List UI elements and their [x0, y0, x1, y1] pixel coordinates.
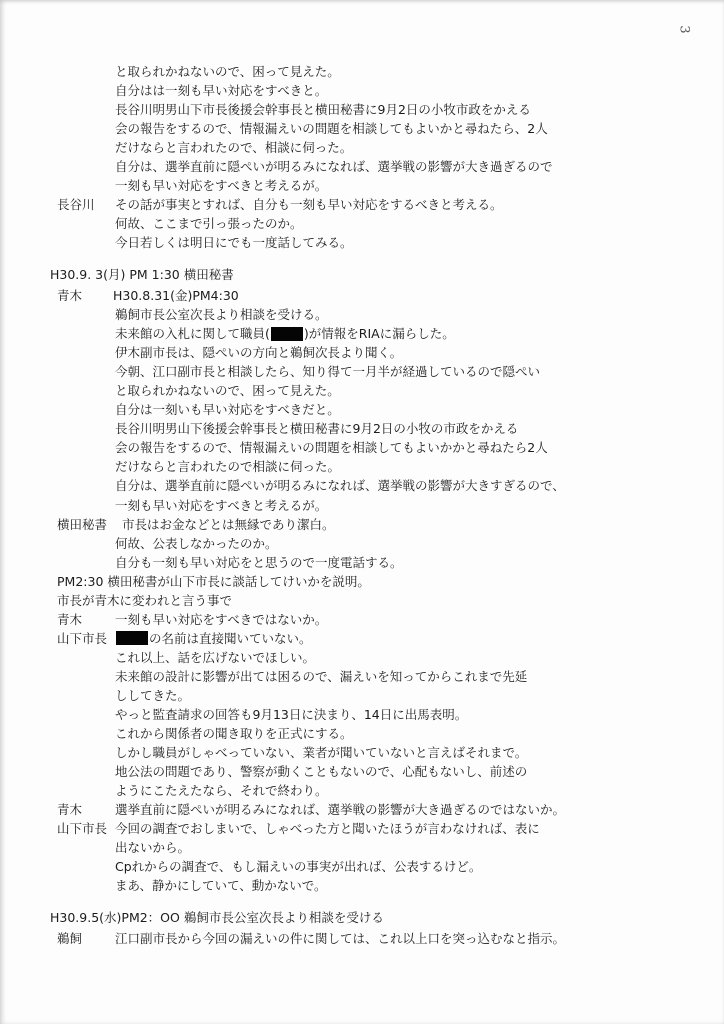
document-line — [0, 876, 724, 895]
document-line — [0, 381, 724, 400]
speaker-label: 青木 — [57, 288, 83, 304]
line-text: 何故、公表しなかったのか。 — [115, 535, 278, 551]
line-text: 自分は、選挙直前に隠ぺいが明るみになれば、選挙戦の影響が大き過ぎるので — [115, 159, 553, 175]
line-text: 地公法の問題であり、警察が動くこともないので、心配もないし、前述の — [115, 764, 528, 780]
line-text: 自分はは一刻も早い対応をすべきと。 — [115, 83, 328, 99]
line-text: 自分は一刻いも早い対応をすべきだと。 — [115, 402, 340, 418]
document-line — [0, 819, 724, 838]
line-text: やっと監査請求の回答も9月13日に決まり、14日に出馬表明。 — [115, 707, 468, 723]
line-text: 選挙直前に隠ぺいが明るみになれば、選挙戦の影響が大き過ぎるのではないか。 — [115, 802, 566, 818]
document-line — [0, 629, 724, 648]
line-text: 一刻も早い対応をすべきと考えるが。 — [115, 178, 328, 194]
speaker-label: 山下市長 — [57, 630, 108, 646]
document-line — [0, 648, 724, 667]
document-line — [0, 62, 724, 81]
line-text: ようにこたえたなら、それで終わり。 — [115, 783, 328, 799]
document-line — [0, 176, 724, 195]
document-line — [0, 362, 724, 381]
line-text: 今日若しくは明日にでも一度話してみる。 — [115, 235, 353, 251]
line-text: その話が事実とすれば、自分も一刻も早い対応をするべきと考える。 — [115, 197, 503, 213]
line-text: と取られかねないので、困って見えた。 — [115, 64, 340, 79]
document-line — [0, 138, 724, 157]
document-line — [0, 195, 724, 214]
entry-header: H30.9.5(水)PM2：OO 鵜飼市長公室次長より相談を受ける — [50, 910, 384, 926]
document-line — [0, 762, 724, 781]
document-line — [0, 438, 724, 457]
line-text: 一刻も早い対応をすべきと考えるが。 — [115, 497, 328, 513]
line-text: と取られかねないので、困って見えた。 — [115, 383, 340, 399]
document-line — [0, 457, 724, 476]
document-line — [0, 100, 724, 119]
line-text: 江口副市長から今回の漏えいの件に関しては、これ以上口を突っ込むなと指示。 — [115, 931, 566, 947]
document-line — [0, 81, 724, 100]
speaker-label: 青木 — [57, 611, 83, 627]
document-line — [0, 857, 724, 876]
line-text: ししてきた。 — [115, 688, 191, 703]
line-text: 何故、ここまで引っ張ったのか。 — [115, 216, 303, 232]
document-line — [0, 476, 724, 495]
document-body — [0, 62, 724, 948]
line-text: これから関係者の聞き取りを正式にする。 — [115, 726, 353, 742]
document-line — [0, 233, 724, 252]
line-text: 長谷川明男山下市長後援会幹事長と横田秘書に9月2日の小牧市政をかえる — [115, 102, 531, 118]
line-text: まあ、静かにしていて、動かないで。 — [115, 878, 327, 894]
document-line — [0, 591, 724, 610]
document-line — [0, 781, 724, 800]
document-line — [0, 419, 724, 438]
entry-header: H30.9. 3(月) PM 1:30 横田秘書 — [50, 266, 234, 282]
line-text: これ以上、話を広げないでほしい。 — [115, 649, 316, 665]
entry-header-row — [0, 908, 724, 927]
redaction-box — [271, 327, 303, 341]
line-text: PM2:30 横田秘書が山下市長に談話してけいかを説明。 — [57, 573, 370, 589]
speaker-label: 青木 — [57, 802, 83, 818]
document-line — [0, 705, 724, 724]
line-text: だけならと言われたので相談に伺った。 — [115, 459, 341, 475]
line-text: 会の報告をするので、情報漏えいの問題を相談してもよいかと尋ねたら、2人 — [115, 121, 548, 137]
document-line — [0, 157, 724, 176]
line-text-redacted — [115, 629, 312, 648]
line-text-before: 未来館の入札に関して職員( — [115, 326, 270, 342]
document-line — [0, 534, 724, 553]
line-text: だけならと言われたので、相談に伺った。 — [115, 140, 353, 156]
entry-header-row — [0, 265, 724, 284]
line-text: 市長が青木に変われと言う事で — [57, 592, 233, 608]
line-text: 鵜飼市長公室次長より相談を受ける。 — [115, 307, 328, 323]
line-text: 会の報告をするので、情報漏えいの問題を相談してもよいかかと尋ねたら2人 — [115, 440, 548, 456]
document-line — [0, 929, 724, 948]
document-line — [0, 119, 724, 138]
document-line — [0, 400, 724, 419]
document-line — [0, 743, 724, 762]
document-line — [0, 496, 724, 515]
line-text: Cpれからの調査で、もし漏えいの事実が出れば、公表するけど。 — [115, 859, 482, 875]
line-text: 長谷川明男山下後援会幹事長と横田秘書に9月2日の小牧の市政をかえる — [115, 421, 519, 437]
document-line — [0, 324, 724, 343]
document-line — [0, 667, 724, 686]
line-text: 自分は、選挙直前に隠ぺいが明るみになれば、選挙戦の影響が大きすぎるので、 — [115, 478, 565, 494]
line-text: 伊木副市長は、隠ぺいの方向と鵜飼次長より聞く。 — [115, 345, 403, 361]
document-line — [0, 343, 724, 362]
document-line — [0, 553, 724, 572]
line-text: H30.8.31(金)PM4:30 — [113, 288, 239, 304]
line-text: 一刻も早い対応をすべきではないか。 — [115, 611, 328, 627]
line-text-after: )が情報をRIAに漏らした。 — [303, 326, 455, 342]
line-text-redacted — [115, 324, 455, 343]
redaction-box — [116, 631, 148, 645]
document-line — [0, 686, 724, 705]
document-line — [0, 800, 724, 819]
line-text: 出ないから。 — [115, 840, 191, 856]
document-line — [0, 286, 724, 305]
page-number: 3 — [676, 25, 692, 34]
document-line — [0, 610, 724, 629]
document-line — [0, 305, 724, 324]
document-line — [0, 515, 724, 534]
speaker-label: 長谷川 — [57, 197, 95, 213]
document-line — [0, 572, 724, 591]
line-text-after: の名前は直接聞いていない。 — [149, 630, 312, 646]
document-line — [0, 724, 724, 743]
line-text: 今回の調査でおしまいで、しゃべった方と聞いたほうが言わなければ、表に — [115, 821, 540, 837]
line-text: 自分も一刻も早い対応をと思うので一度電話する。 — [115, 554, 403, 570]
document-line — [0, 838, 724, 857]
speaker-label: 鵜飼 — [57, 931, 83, 947]
speaker-label: 山下市長 — [57, 821, 108, 837]
line-text: しかし職員がしゃべっていない、業者が聞いていないと言えばそれまで。 — [115, 745, 528, 761]
line-text: 市長はお金などとは無縁であり潔白。 — [122, 516, 335, 532]
line-text: 未来館の設計に影響が出ては困るので、漏えいを知ってからこれまで先延 — [115, 668, 528, 684]
line-text: 今朝、江口副市長と相談したら、知り得て一月半が経過しているので隠ぺい — [115, 364, 541, 380]
document-line — [0, 214, 724, 233]
speaker-label: 横田秘書 — [57, 516, 108, 532]
